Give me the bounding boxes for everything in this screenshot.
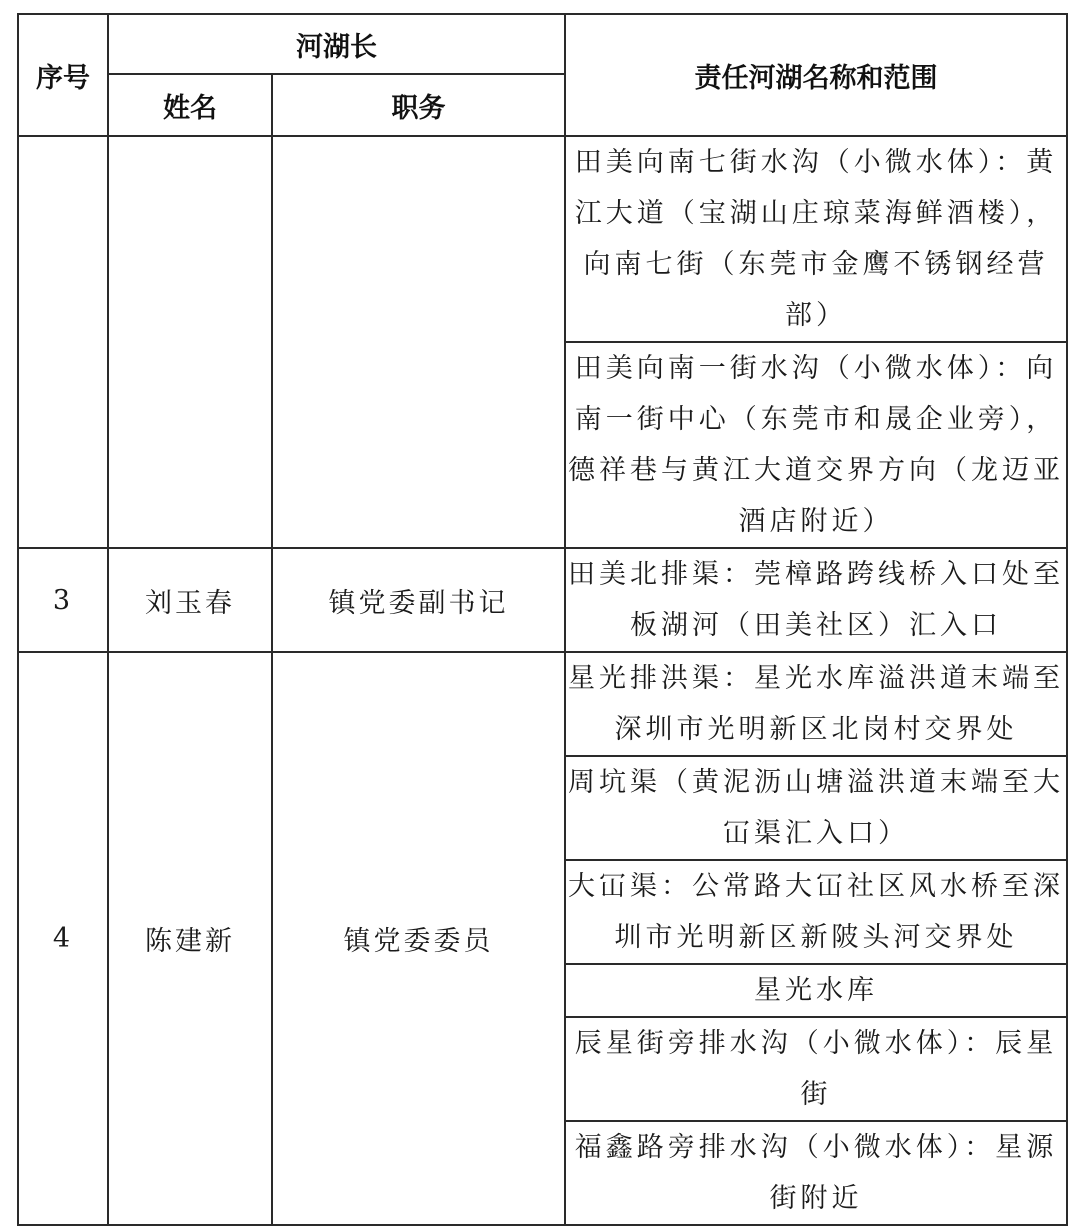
seq-cell: 3 — [18, 548, 108, 652]
scope-cell: 田美向南一街水沟（小微水体）：向南一街中心（东莞市和晟企业旁），德祥巷与黄江大道交界方向（龙迈亚酒店附近） — [565, 342, 1067, 548]
name-cell-empty — [108, 136, 272, 548]
name-cell: 刘玉春 — [108, 548, 272, 652]
scope-cell: 田美向南七街水沟（小微水体）：黄江大道（宝湖山庄琼菜海鲜酒楼），向南七街（东莞市金鹰不锈钢经营部） — [565, 136, 1067, 342]
table-row — [18, 136, 1067, 342]
river-chief-table — [17, 13, 1068, 1226]
position-cell: 镇党委副书记 — [272, 548, 565, 652]
scope-cell: 星光排洪渠：星光水库溢洪道末端至深圳市光明新区北岗村交界处 — [565, 652, 1067, 756]
header-name: 姓名 — [108, 74, 272, 136]
header-chief-group: 河湖长 — [108, 14, 565, 74]
scope-cell: 星光水库 — [565, 964, 1067, 1017]
scope-cell: 田美北排渠：莞樟路跨线桥入口处至板湖河（田美社区）汇入口 — [565, 548, 1067, 652]
name-cell: 陈建新 — [108, 652, 272, 1225]
seq-cell-empty — [18, 136, 108, 548]
position-cell-empty — [272, 136, 565, 548]
scope-cell: 辰星街旁排水沟（小微水体）：辰星街 — [565, 1017, 1067, 1121]
document-page — [17, 13, 1068, 1226]
header-scope: 责任河湖名称和范围 — [565, 14, 1067, 136]
scope-cell: 周坑渠（黄泥沥山塘溢洪道末端至大冚渠汇入口） — [565, 756, 1067, 860]
table-row — [18, 548, 1067, 652]
header-position: 职务 — [272, 74, 565, 136]
table-row — [18, 652, 1067, 756]
header-seq: 序号 — [18, 14, 108, 136]
scope-cell: 福鑫路旁排水沟（小微水体）：星源街附近 — [565, 1121, 1067, 1225]
scope-cell: 大冚渠：公常路大冚社区风水桥至深圳市光明新区新陂头河交界处 — [565, 860, 1067, 964]
header-row-top — [18, 14, 1067, 74]
seq-cell: 4 — [18, 652, 108, 1225]
position-cell: 镇党委委员 — [272, 652, 565, 1225]
